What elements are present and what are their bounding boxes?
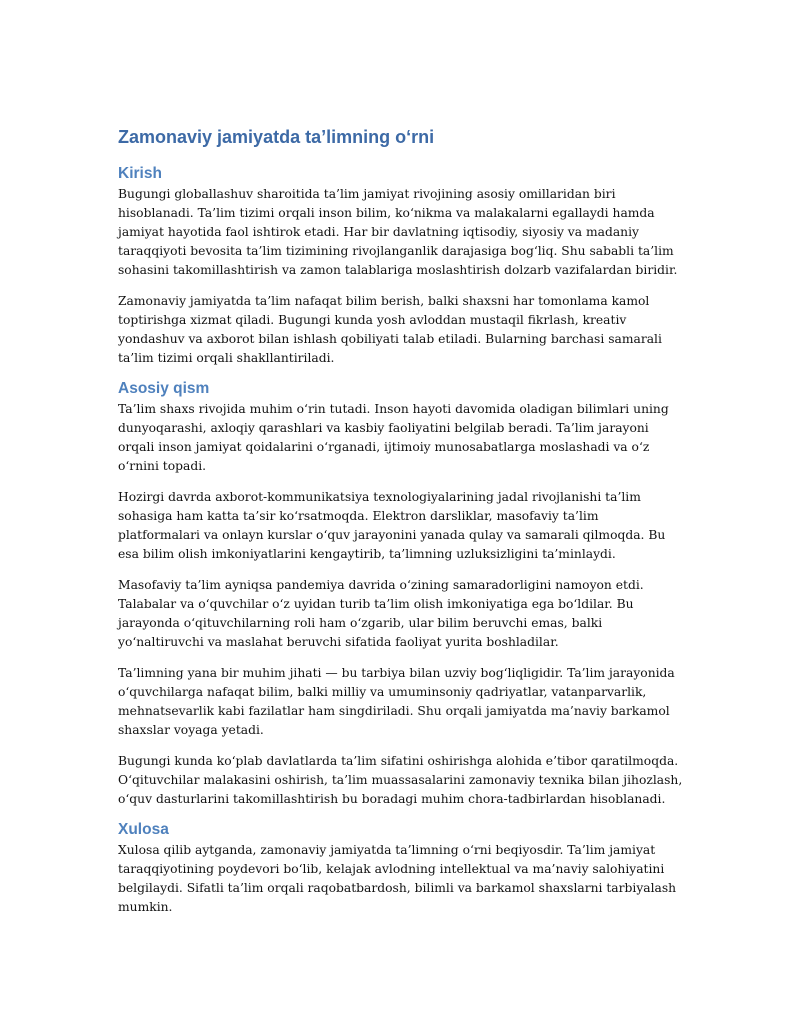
paragraph: Zamonaviy jamiyatda ta’lim nafaqat bilim berish, balki shaxsni har tomonlama kamol toptirishga xizmat qiladi. Bugungi kunda yosh avloddan mustaqil fikrlash, kreativ yondashuv va axborot bilan ishlash qobiliyati talab etiladi. Bularning barchasi samarali ta’lim tizimi orqali shakllantiriladi. <box>118 294 662 365</box>
section-xulosa <box>118 819 684 917</box>
paragraph: Bugungi kunda ko‘plab davlatlarda ta’lim sifatini oshirishga alohida e’tibor qaratilmoqda. O‘qituvchilar malakasini oshirish, ta’lim muassasalarini zamonaviy texnika bilan jihozlash, o‘quv dasturlarini takomillashtirish bu boradagi muhim chora-tadbirlardan hisoblanadi. <box>118 754 683 806</box>
paragraph: Bugungi globallashuv sharoitida ta’lim jamiyat rivojining asosiy omillaridan biri hisoblanadi. Ta’lim tizimi orqali inson bilim, ko‘nikma va malakalarni egallaydi hamda jamiyat hayotida faol ishtirok etadi. Har bir davlatning iqtisodiy, siyosiy va madaniy taraqqiyoti bevosita ta’lim tizimining rivojlanganlik darajasiga bog‘liq. Shu sababli ta’lim sohasini takomillashtirish va zamon talablariga moslashtirish dolzarb vazifalardan biridir. <box>118 187 678 277</box>
paragraph: Hozirgi davrda axborot-kommunikatsiya texnologiyalarining jadal rivojlanishi ta’lim sohasiga ham katta ta’sir ko‘rsatmoqda. Elektron darsliklar, masofaviy ta’lim platformalari va onlayn kurslar o‘quv jarayonini yanada qulay va samarali qilmoqda. Bu esa bilim olish imkoniyatlarini kengaytirib, ta’limning uzluksizligini ta’minlaydi. <box>118 490 666 561</box>
paragraph: Ta’lim shaxs rivojida muhim o‘rin tutadi. Inson hayoti davomida oladigan bilimlari uning dunyoqarashi, axloqiy qarashlari va kasbiy faoliyatini belgilab beradi. Ta’lim jarayoni orqali inson jamiyat qoidalarini o‘rganadi, ijtimoiy munosabatlarga moslashadi va o‘z o‘rnini topadi. <box>118 402 669 473</box>
section-asosiy-qism <box>118 378 684 809</box>
section-heading: Asosiy qism <box>118 380 210 397</box>
section-heading: Kirish <box>118 165 162 182</box>
paragraph: Xulosa qilib aytganda, zamonaviy jamiyatda ta’limning o‘rni beqiyosdir. Ta’lim jamiyat taraqqiyotining poydevori bo‘lib, kelajak avlodning intellektual va ma’naviy salohiyatini belgilaydi. Sifatli ta’lim orqali raqobatbardosh, bilimli va barkamol shaxslarni tarbiyalash mumkin. <box>118 843 677 914</box>
document-title: Zamonaviy jamiyatda ta’limning o‘rni <box>118 127 435 147</box>
paragraph: Masofaviy ta’lim ayniqsa pandemiya davrida o‘zining samaradorligini namoyon etdi. Talabalar va o‘quvchilar o‘z uyidan turib ta’lim olish imkoniyatiga ega bo‘ldilar. Bu jarayonda o‘qituvchilarning roli ham o‘zgarib, ular bilim beruvchi emas, balki yo‘naltiruvchi va maslahat beruvchi sifatida faoliyat yurita boshladilar. <box>118 578 644 649</box>
document-page <box>118 124 684 929</box>
section-kirish <box>118 163 684 368</box>
section-heading: Xulosa <box>118 821 169 838</box>
paragraph: Ta’limning yana bir muhim jihati — bu tarbiya bilan uzviy bog‘liqligidir. Ta’lim jarayonida o‘quvchilarga nafaqat bilim, balki milliy va umuminsoniy qadriyatlar, vatanparvarlik, mehnatsevarlik kabi fazilatlar ham singdiriladi. Shu orqali jamiyatda ma’naviy barkamol shaxslar voyaga yetadi. <box>118 666 675 737</box>
